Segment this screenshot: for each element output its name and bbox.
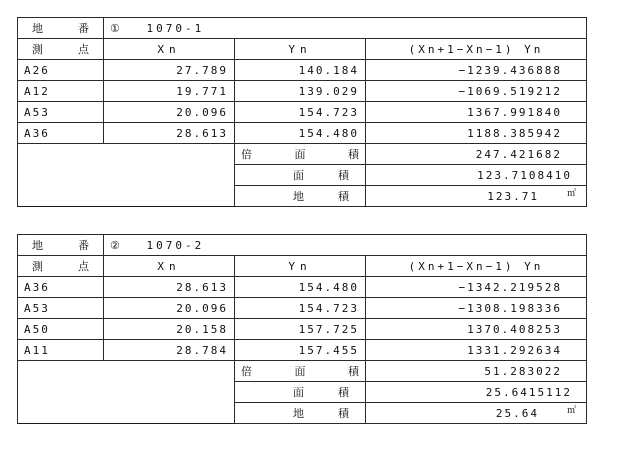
square-meter-unit: ㎡	[566, 405, 576, 416]
area-label: 面 積	[235, 382, 366, 403]
xn-value: 28.784	[104, 340, 235, 361]
product-value: 1331.292634	[366, 340, 587, 361]
land-area-value: 123.71 ㎡	[366, 186, 587, 207]
lot-label: 地 番	[18, 18, 104, 39]
lot-number-row	[18, 18, 587, 39]
xn-value: 20.096	[104, 102, 235, 123]
yn-value: 154.480	[235, 123, 366, 144]
point-id: A36	[18, 123, 104, 144]
lot-mark: ①	[110, 21, 123, 35]
xn-value: 28.613	[104, 123, 235, 144]
table-row	[18, 340, 587, 361]
xn-header: Xn	[104, 39, 235, 60]
yn-value: 140.184	[235, 60, 366, 81]
land-area-label: 地 積	[235, 186, 366, 207]
area-value: 25.6415112	[366, 382, 587, 403]
double-area-row	[18, 144, 587, 165]
double-area-value: 247.421682	[366, 144, 587, 165]
double-area-label: 倍 面 積	[235, 361, 366, 382]
lot-number-value	[104, 18, 587, 39]
lot-number: 1070-1	[146, 21, 205, 35]
table-row	[18, 319, 587, 340]
table-row	[18, 298, 587, 319]
land-area-label: 地 積	[235, 403, 366, 424]
xn-header: Xn	[104, 256, 235, 277]
table-row	[18, 60, 587, 81]
lot-number-value	[104, 235, 587, 256]
formula-header: (Xn+1−Xn−1) Yn	[366, 39, 587, 60]
column-header-row	[18, 39, 587, 60]
formula-header: (Xn+1−Xn−1) Yn	[366, 256, 587, 277]
double-area-value: 51.283022	[366, 361, 587, 382]
yn-header: Yn	[235, 39, 366, 60]
column-header-row	[18, 256, 587, 277]
square-meter-unit: ㎡	[566, 188, 576, 199]
product-value: 1370.408253	[366, 319, 587, 340]
yn-value: 157.455	[235, 340, 366, 361]
product-value: 1188.385942	[366, 123, 587, 144]
blank-area	[18, 361, 235, 424]
point-id: A12	[18, 81, 104, 102]
land-area-value: 25.64 ㎡	[366, 403, 587, 424]
yn-value: 154.723	[235, 102, 366, 123]
table-row	[18, 277, 587, 298]
point-id: A53	[18, 102, 104, 123]
table-row	[18, 81, 587, 102]
lot-mark: ②	[110, 238, 123, 252]
point-label: 測 点	[18, 39, 104, 60]
point-id: A50	[18, 319, 104, 340]
product-value: −1342.219528	[366, 277, 587, 298]
xn-value: 19.771	[104, 81, 235, 102]
point-id: A26	[18, 60, 104, 81]
lot-number: 1070-2	[146, 238, 205, 252]
double-area-row	[18, 361, 587, 382]
product-value: −1069.519212	[366, 81, 587, 102]
point-id: A36	[18, 277, 104, 298]
point-id: A11	[18, 340, 104, 361]
xn-value: 27.789	[104, 60, 235, 81]
area-calculation-table-1	[17, 17, 587, 207]
point-label: 測 点	[18, 256, 104, 277]
point-id: A53	[18, 298, 104, 319]
yn-value: 139.029	[235, 81, 366, 102]
lot-label: 地 番	[18, 235, 104, 256]
product-value: 1367.991840	[366, 102, 587, 123]
product-value: −1239.436888	[366, 60, 587, 81]
lot-number-row	[18, 235, 587, 256]
yn-value: 157.725	[235, 319, 366, 340]
yn-header: Yn	[235, 256, 366, 277]
product-value: −1308.198336	[366, 298, 587, 319]
blank-area	[18, 144, 235, 207]
xn-value: 20.096	[104, 298, 235, 319]
double-area-label: 倍 面 積	[235, 144, 366, 165]
table-row	[18, 123, 587, 144]
yn-value: 154.480	[235, 277, 366, 298]
area-value: 123.7108410	[366, 165, 587, 186]
table-row	[18, 102, 587, 123]
xn-value: 20.158	[104, 319, 235, 340]
xn-value: 28.613	[104, 277, 235, 298]
area-label: 面 積	[235, 165, 366, 186]
area-calculation-table-2	[17, 234, 587, 424]
yn-value: 154.723	[235, 298, 366, 319]
